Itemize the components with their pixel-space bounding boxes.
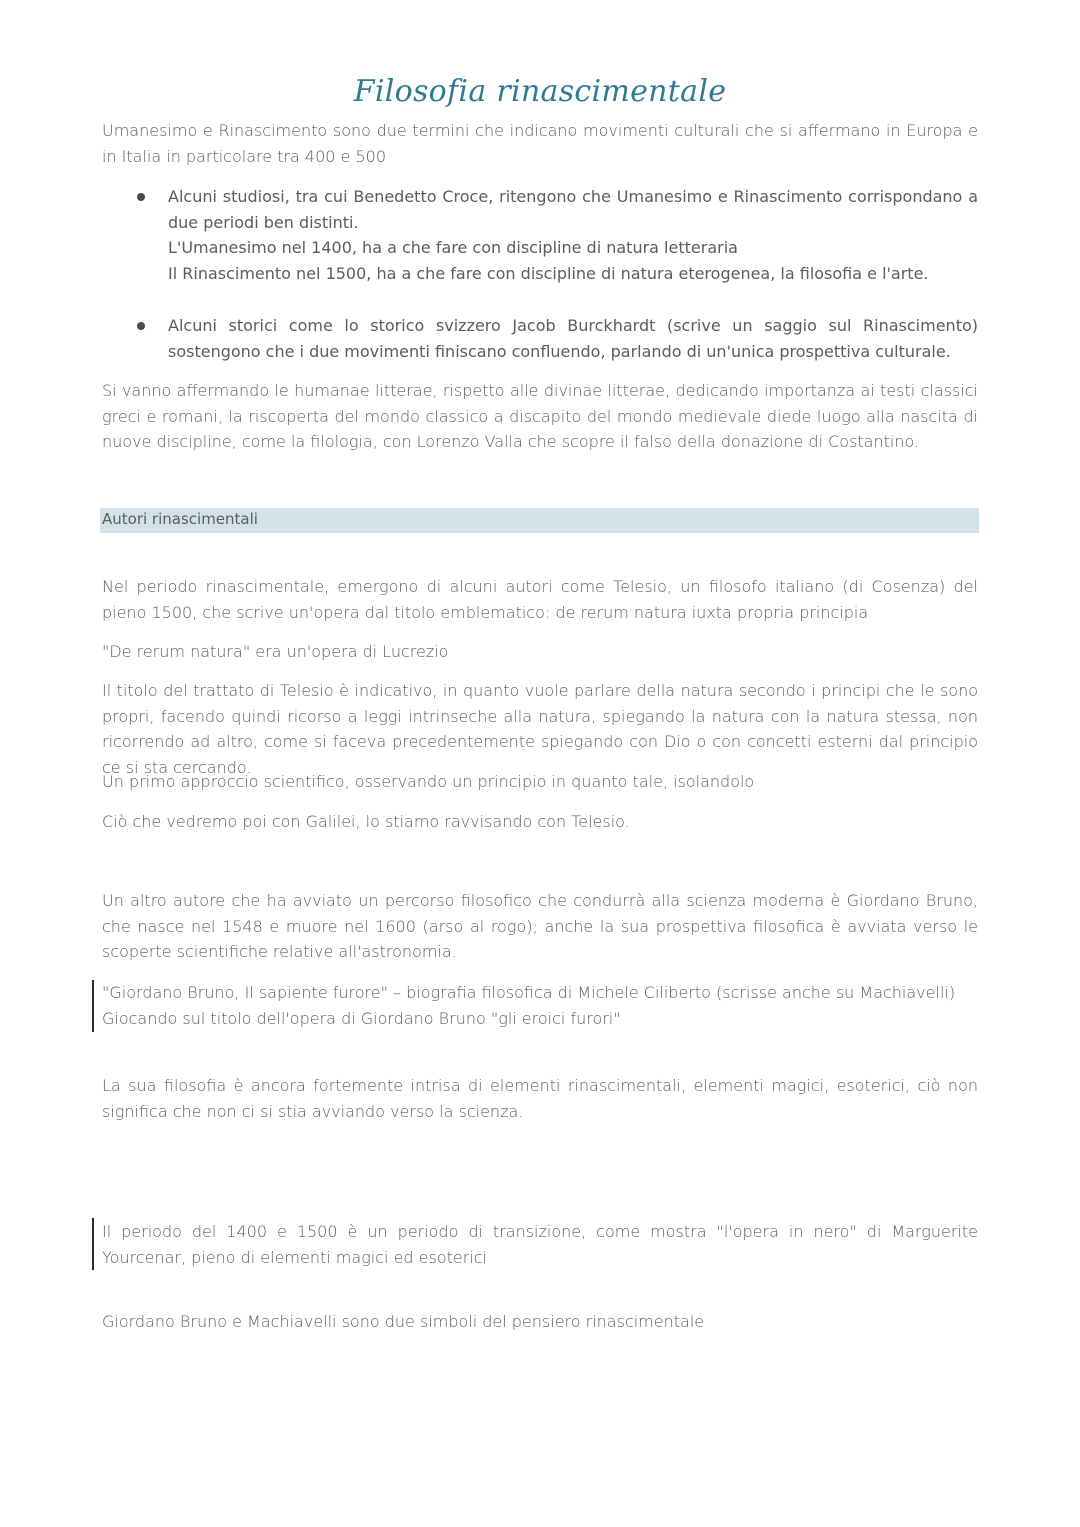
page-title: Filosofia rinascimentale (353, 74, 727, 109)
humanae-paragraph: Si vanno affermando le humanae litterae, rispetto alle divinae litterae, dedicando importanza ai testi classici greci e romani, la riscoperta del mondo classico a discapito del mondo medievale diede luogo alla nascita di nuove discipline, come la filologia, con Lorenzo Valla che scopre il falso della donazione di Costantino. (102, 381, 978, 451)
bullet-item-croce (168, 184, 978, 286)
quote-ciliberto (102, 980, 978, 1031)
bullet-line: Alcuni studiosi, tra cui Benedetto Croce, ritengono che Umanesimo e Rinascimento corrispondano a due periodi ben distinti. (168, 187, 978, 232)
lucrezio-paragraph: "De rerum natura" era un'opera di Lucrezio (102, 642, 449, 661)
primo-approccio-paragraph: Un primo approccio scientifico, osservando un principio in quanto tale, isolandolo (102, 772, 755, 791)
bullet-line: L'Umanesimo nel 1400, ha a che fare con discipline di natura letteraria (168, 238, 738, 257)
quote-line: Giocando sul titolo dell'opera di Giordano Bruno "gli eroici furori" (102, 1008, 621, 1028)
galilei-paragraph: Ciò che vedremo poi con Galilei, lo stiamo ravvisando con Telesio. (102, 812, 630, 831)
quote-bar (92, 1218, 94, 1270)
bullet-dot (137, 322, 145, 330)
bullet-line: Il Rinascimento nel 1500, ha a che fare con discipline di natura eterogenea, la filosofia e l'arte. (168, 263, 929, 283)
bullet-line: Alcuni storici come lo storico svizzero Jacob Burckhardt (scrive un saggio sul Rinascimento) sostengono che i due movimenti finiscano confluendo, parlando di un'unica prospettiva culturale. (168, 316, 978, 361)
closing-paragraph: Giordano Bruno e Machiavelli sono due simboli del pensiero rinascimentale (102, 1312, 705, 1331)
section-heading-bar (100, 508, 979, 533)
quote-line: "Giordano Bruno, Il sapiente furore" – biografia filosofica di Michele Ciliberto (scrisse anche su Machiavelli) (102, 983, 956, 1002)
telesio-paragraph: Nel periodo rinascimentale, emergono di alcuni autori come Telesio, un filosofo italiano (di Cosenza) del pieno 1500, che scrive un'opera dal titolo emblematico: de rerum natura iuxta propria principia (102, 577, 978, 622)
intro-paragraph: Umanesimo e Rinascimento sono due termini che indicano movimenti culturali che si affermano in Europa e in Italia in particolare tra 400 e 500 (102, 121, 978, 166)
bullet-item-burckhardt (168, 313, 978, 364)
bruno-paragraph: Un altro autore che ha avviato un percorso filosofico che condurrà alla scienza moderna è Giordano Bruno, che nasce nel 1548 e muore nel 1600 (arso al rogo); anche la sua prospettiva filosofica è avviata verso le scoperte scientifiche relative all'astronomia. (102, 891, 978, 961)
quote-bar (92, 980, 94, 1032)
section-heading: Autori rinascimentali (102, 510, 258, 528)
bullet-dot (137, 193, 145, 201)
bruno-filosofia-paragraph: La sua filosofia è ancora fortemente intrisa di elementi rinascimentali, elementi magici, esoterici, ciò non significa che non ci si stia avviando verso la scienza. (102, 1076, 978, 1121)
telesio-title-paragraph: Il titolo del trattato di Telesio è indicativo, in quanto vuole parlare della natura secondo i principi che le sono propri, facendo quindi ricorso a leggi intrinseche alla natura, spiegando la natura con la natura stessa, non ricorrendo ad altro, come si faceva precedentemente spiegando con Dio o con concetti esterni dal principio ce si sta cercando. (102, 681, 978, 777)
quote-yourcenar: Il periodo del 1400 e 1500 è un periodo di transizione, come mostra "l'opera in nero" di Marguerite Yourcenar, pieno di elementi magici ed esoterici (102, 1222, 978, 1267)
